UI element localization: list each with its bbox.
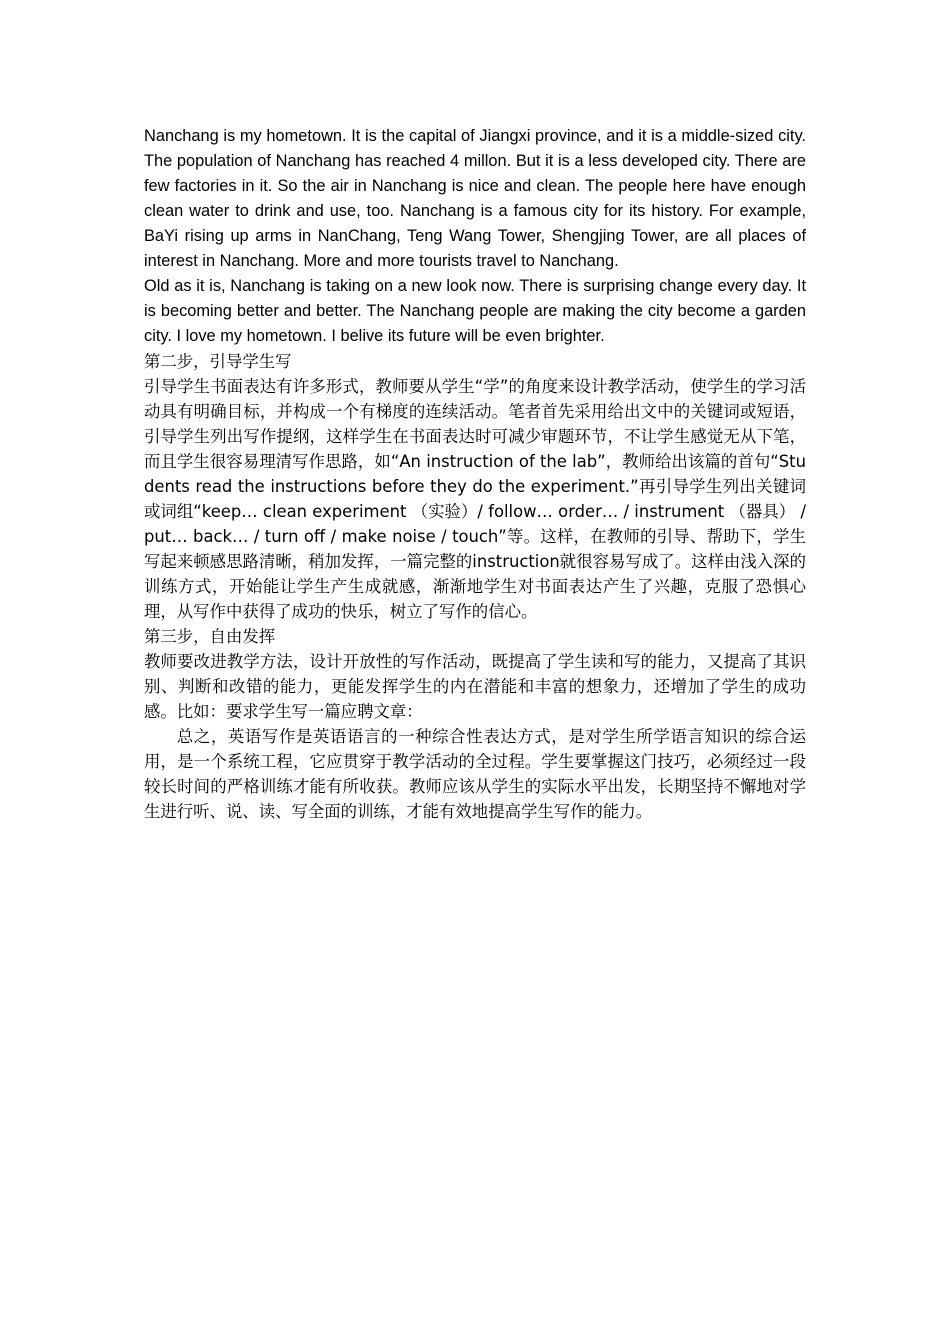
paragraph-hometown-new-look: Old as it is, Nanchang is taking on a new look now. There is surprising change every day. It is becoming better and better. The Nanchang people are making the city become a garden city. I love my hometown. I belive its future will be even brighter. [144,277,806,345]
paragraph-conclusion: 总之，英语写作是英语语言的一种综合性表达方式，是对学生所学语言知识的综合运用，是一个系统工程，它应贯穿于教学活动的全过程。学生要掌握这门技巧，必须经过一段较长时间的严格训练才能有所收获。教师应该从学生的实际水平出发，长期坚持不懈地对学生进行听、说、读、写全面的训练，才能有效地提高学生写作的能力。 [144,727,806,821]
heading-step-two: 第二步，引导学生写 [144,352,292,371]
heading-step-three: 第三步，自由发挥 [144,627,276,646]
paragraph-hometown-intro: Nanchang is my hometown. It is the capital of Jiangxi province, and it is a middle-sized city. The population of Nanchang has reached 4 millon. But it is a less developed city. There are few factories in it. So the air in Nanchang is nice and clean. The people here have enough clean water to drink and use, too. Nanchang is a famous city for its history. For example, BaYi rising up arms in NanChang, Teng Wang Tower, Shengjing Tower, are all places of interest in Nanchang. More and more tourists travel to Nanchang. [144,127,806,270]
paragraph-guided-writing: 引导学生书面表达有许多形式，教师要从学生“学”的角度来设计教学活动，使学生的学习活动具有明确目标，并构成一个有梯度的连续活动。笔者首先采用给出文中的关键词或短语，引导学生列出写作提纲，这样学生在书面表达时可减少审题环节，不让学生感觉无从下笔，而且学生很容易理清写作思路，如“An instruction of the lab”，教师给出该篇的首句“Students read the instructions before they do the experiment.”再引导学生列出关键词或词组“keep… clean experiment （实验）/ follow… order… / instrument （器具） / put… back… / turn off / make noise / touch”等。这样，在教师的引导、帮助下，学生写起来顿感思路清晰，稍加发挥，一篇完整的instruction就很容易写成了。这样由浅入深的训练方式，开始能让学生产生成就感，渐渐地学生对书面表达产生了兴趣，克服了恐惧心理，从写作中获得了成功的快乐，树立了写作的信心。 [144,377,806,621]
document-page [144,124,806,824]
paragraph-free-writing: 教师要改进教学方法，设计开放性的写作活动，既提高了学生读和写的能力，又提高了其识别、判断和改错的能力，更能发挥学生的内在潜能和丰富的想象力，还增加了学生的成功感。比如：要求学生写一篇应聘文章： [144,652,806,721]
